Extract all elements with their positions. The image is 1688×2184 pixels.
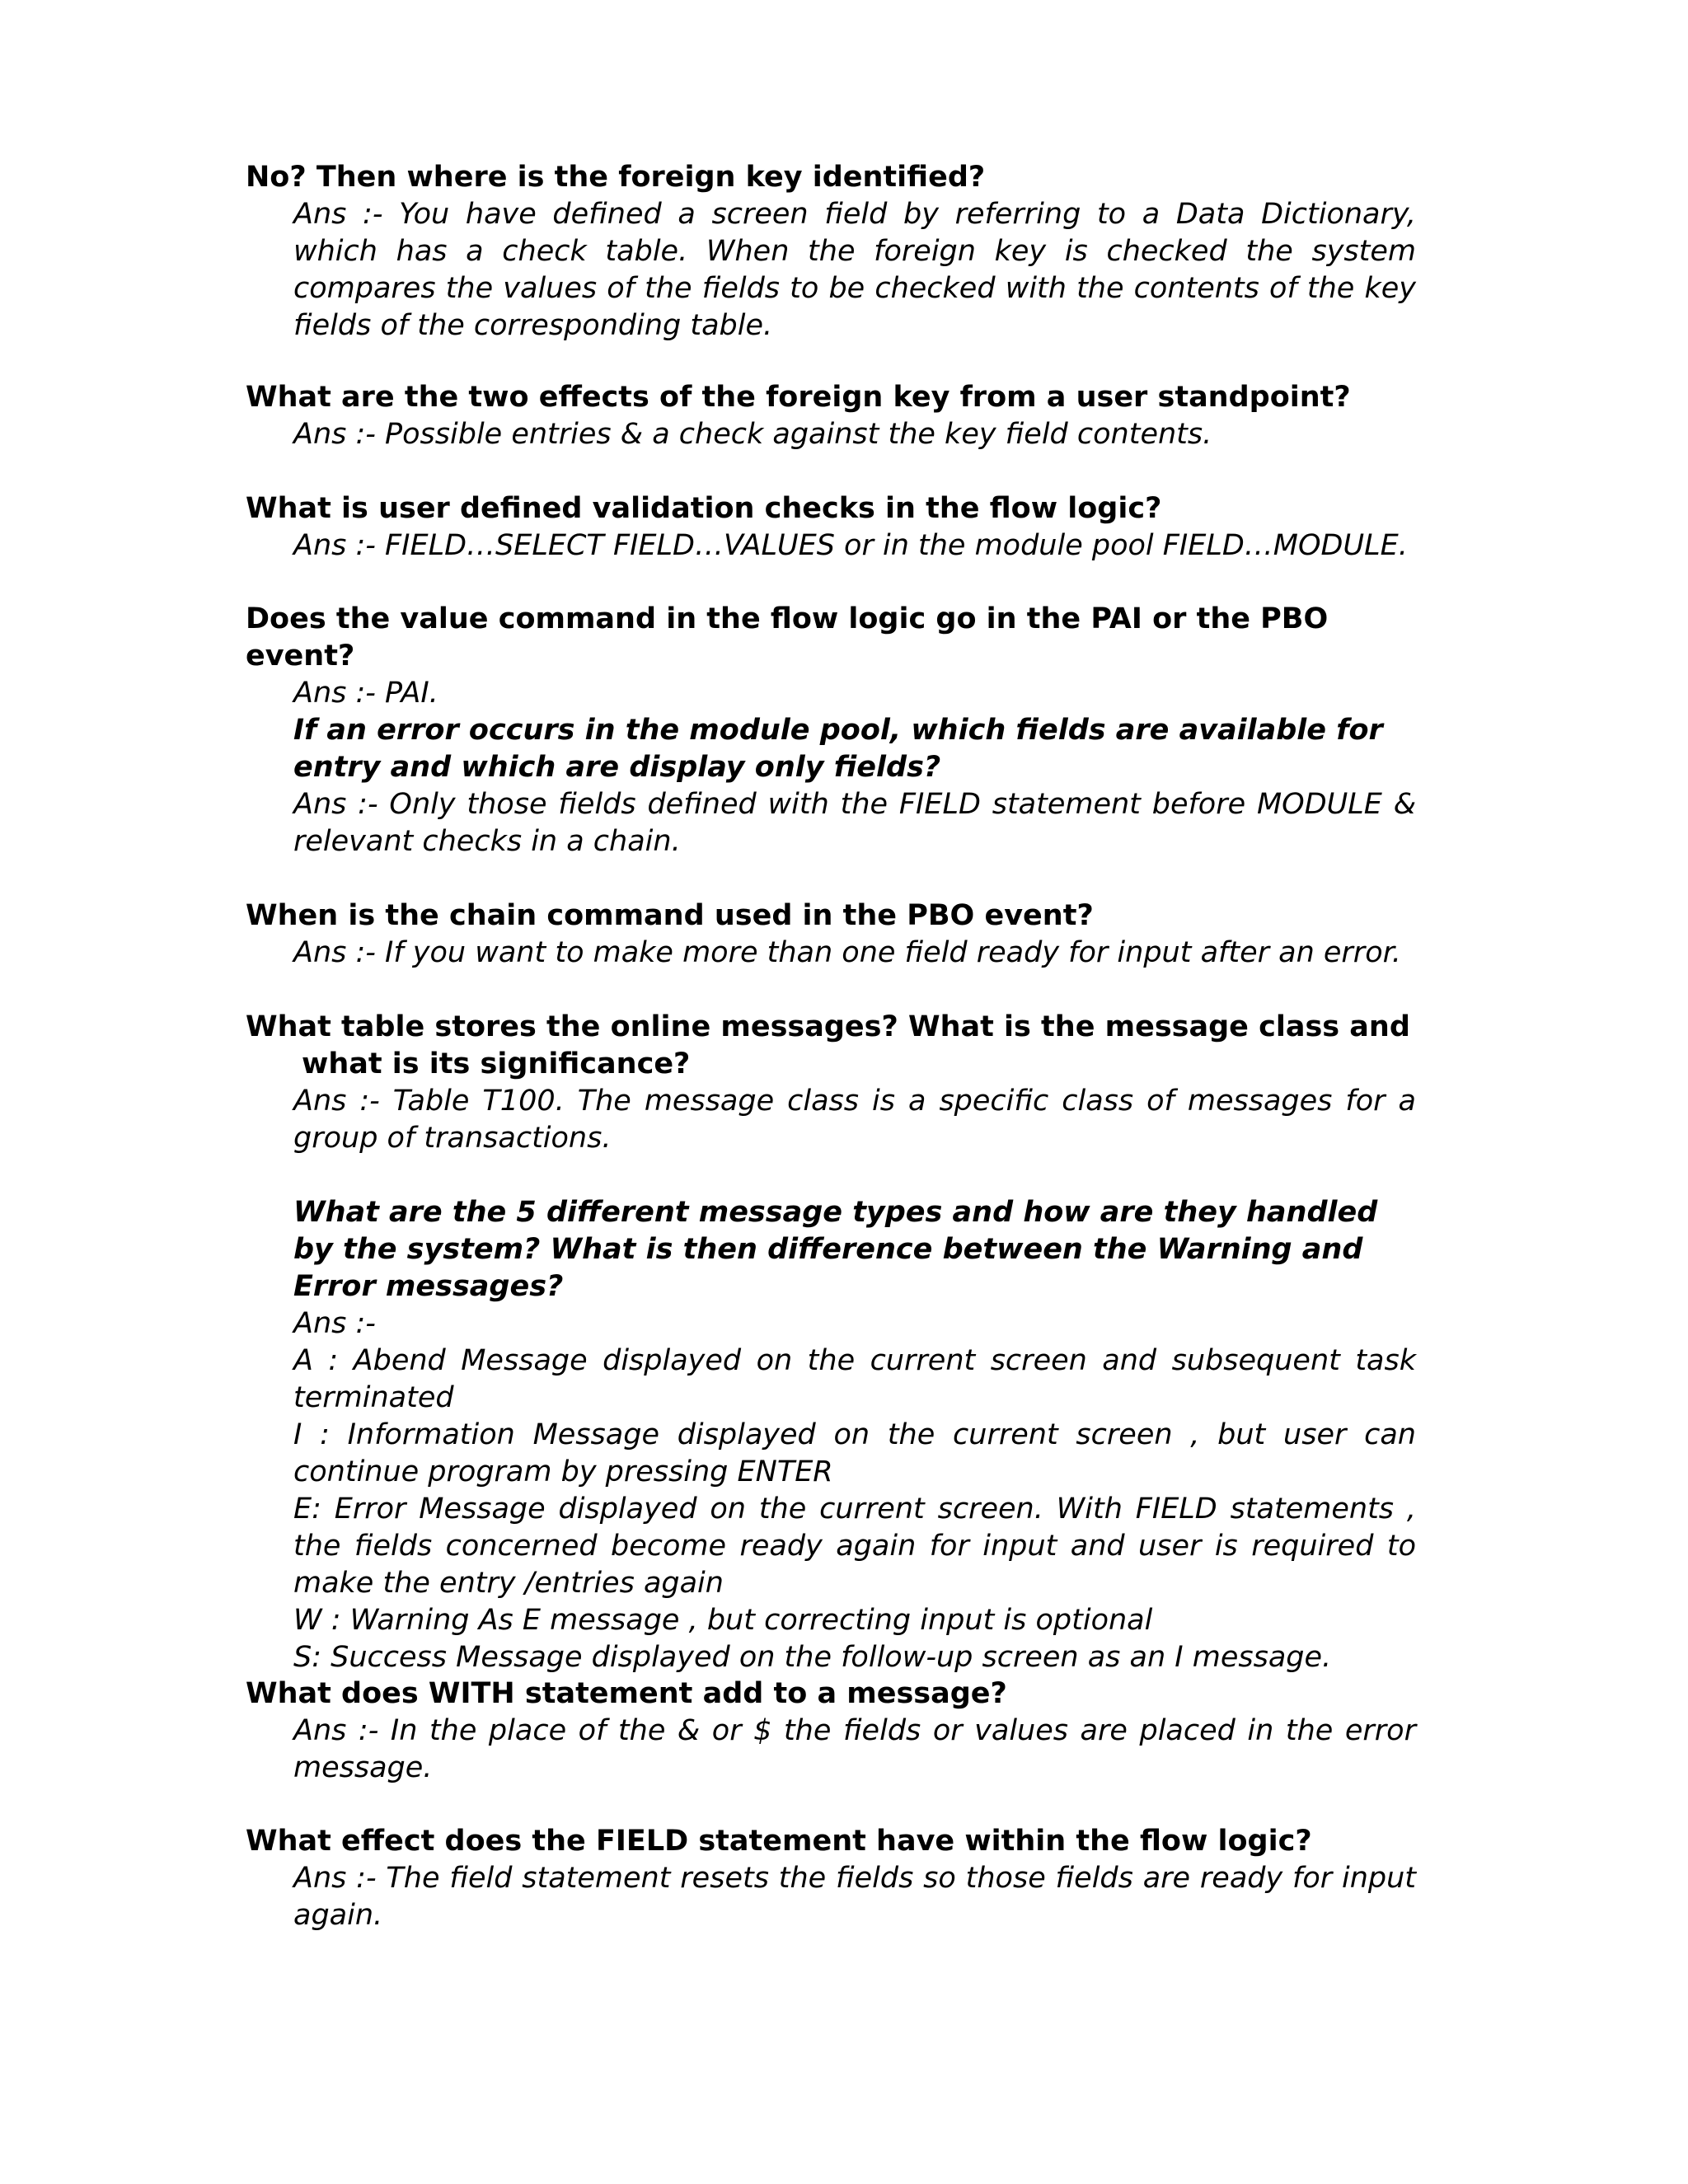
answer: Ans :- Possible entries & a check against the key field contents. (293, 418, 1212, 451)
answer-line: Ans :- (293, 1307, 376, 1340)
question: When is the chain command used in the PBO event? (246, 899, 1094, 932)
answer-block (246, 1305, 1416, 1676)
question: If an error occurs in the module pool, which fields are available for entry and which are display only fields? (293, 714, 1383, 784)
qa-item (246, 490, 1416, 565)
qa-item (246, 379, 1416, 453)
qa-item (246, 712, 1416, 860)
qa-item (246, 898, 1416, 972)
qa-item (246, 1823, 1416, 1934)
question: What are the 5 different message types and how are they handled by the system? What is then difference between the Warning and Error messages? (293, 1196, 1378, 1303)
qa-item (246, 159, 1416, 344)
answer-line: S: Success Message displayed on the follow-up screen as an I message. (293, 1641, 1332, 1674)
question: Does the value command in the flow logic go in the PAI or the PBO event? (246, 602, 1329, 673)
question: What effect does the FIELD statement have within the flow logic? (246, 1825, 1312, 1858)
question: What are the two effects of the foreign key from a user standpoint? (246, 381, 1351, 414)
answer-line: I : Information Message displayed on the current screen , but user can continue program by pressing ENTER (293, 1418, 1416, 1488)
answer: Ans :- Table T100. The message class is a specific class of messages for a group of transactions. (293, 1085, 1416, 1155)
qa-item (246, 1194, 1416, 1676)
answer: Ans :- If you want to make more than one field ready for input after an error. (293, 936, 1401, 969)
question: What is user defined validation checks in the flow logic? (246, 492, 1162, 525)
answer: Ans :- FIELD…SELECT FIELD…VALUES or in the module pool FIELD…MODULE. (293, 529, 1408, 562)
qa-item (246, 1009, 1416, 1157)
answer: Ans :- The field statement resets the fields so those fields are ready for input again. (293, 1862, 1416, 1932)
qa-item (246, 1675, 1416, 1787)
answer: Ans :- In the place of the & or $ the fields or values are placed in the error message. (293, 1714, 1416, 1784)
answer: Ans :- Only those fields defined with the FIELD statement before MODULE & relevant checks in a chain. (293, 788, 1416, 858)
answer: Ans :- PAI. (293, 677, 438, 710)
answer-line: W : Warning As E message , but correcting input is optional (293, 1604, 1153, 1637)
qa-item (246, 601, 1416, 712)
answer: Ans :- You have defined a screen field by referring to a Data Dictionary, which has a check table. When the foreign key is checked the system compares the values of the fields to be checked with the contents of the key fields of the corresponding table. (293, 198, 1416, 342)
answer-line: A : Abend Message displayed on the current screen and subsequent task terminated (293, 1344, 1416, 1414)
question: What table stores the online messages? What is the message class and what is its significance? (246, 1010, 1410, 1080)
question: What does WITH statement add to a message? (246, 1677, 1007, 1710)
answer-line: E: Error Message displayed on the current screen. With FIELD statements , the fields concerned become ready again for input and user is required to make the entry /entries again (293, 1493, 1416, 1600)
question: No? Then where is the foreign key identified? (246, 161, 986, 194)
